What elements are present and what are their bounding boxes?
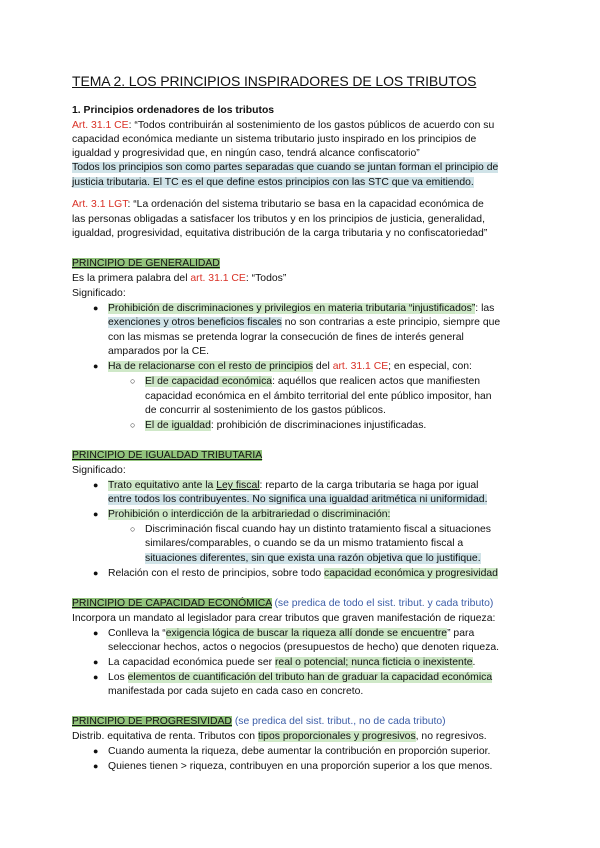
highlighted-text: tipos proporcionales y progresivos: [257, 731, 416, 742]
ce-reference: Art. 31.1 CE: [72, 120, 129, 131]
item-text: ; en especial, con:: [388, 361, 472, 372]
section-heading: 1. Principios ordenadores de los tributos: [72, 105, 275, 116]
highlighted-text: Prohibición o interdicción de la arbitrariedad o discriminación:: [108, 509, 391, 520]
highlighted-text: Ley fiscal: [216, 480, 260, 491]
list-item: Quienes tienen > riqueza, contribuyen en una proporción superior a los que menos.: [108, 761, 493, 772]
list-item-cont: [108, 493, 487, 506]
circle-bullet-icon: ○: [130, 420, 136, 430]
ce-quote-line-1: [72, 119, 494, 132]
item-text: : aquéllos que realicen actos que manifiesten: [272, 376, 481, 387]
item-text: La capacidad económica puede ser: [108, 657, 275, 668]
sub-item: Discriminación fiscal cuando hay un distinto tratamiento fiscal a situaciones: [145, 524, 491, 535]
item-text: : reparto de la carga tributaria se haga por igual: [259, 480, 479, 491]
bullet-icon: ●: [93, 672, 99, 682]
list-item-cont: manifestada por cada sujeto en cada caso en concreto.: [108, 686, 364, 697]
list-item: [108, 671, 492, 684]
item-text: ” para: [447, 628, 475, 639]
list-item-cont: amparados por la CE.: [108, 346, 210, 357]
significado-label: Significado:: [72, 288, 126, 299]
lgt-reference: Art. 3.1 LGT: [72, 199, 128, 210]
circle-bullet-icon: ○: [130, 524, 136, 534]
bullet-icon: ●: [93, 568, 99, 578]
list-item: [108, 508, 390, 521]
ce-quote-line-2: capacidad económica mediante un sistema tributario justo inspirado en los principios de: [72, 134, 477, 145]
list-item: [108, 567, 498, 580]
generalidad-heading: [72, 257, 220, 270]
lgt-quote-line-2: las personas obligadas a satisfacer los tributos y en los principios de justicia, generalidad,: [72, 214, 485, 225]
item-text: Los: [108, 672, 128, 683]
list-item: [108, 656, 475, 669]
note-text: justicia tributaria. El TC es el que define estos principios con las STC que va emitiendo.: [72, 177, 474, 188]
list-item: [108, 360, 472, 373]
capacidad-heading: [72, 597, 493, 610]
heading-text: PRINCIPIO DE PROGRESIVIDAD: [72, 716, 232, 727]
bullet-icon: ●: [93, 628, 99, 638]
list-item-cont: [108, 316, 500, 329]
note-line-1: [72, 161, 498, 174]
note-line-2: [72, 176, 474, 189]
heading-text: PRINCIPIO DE IGUALDAD TRIBUTARIA: [72, 450, 263, 461]
bullet-icon: ●: [93, 657, 99, 667]
bullet-icon: ●: [93, 480, 99, 490]
item-text: .: [472, 657, 476, 668]
page-title: TEMA 2. LOS PRINCIPIOS INSPIRADORES DE LOS TRIBUTOS: [72, 73, 477, 89]
lgt-quote-line-3: igualdad, progresividad, equitativa distribución de la carga tributaria y no confiscatoriedad”: [72, 228, 488, 239]
bullet-icon: ●: [93, 761, 99, 771]
sub-item-cont: [145, 552, 481, 565]
ce-quote-line-3: igualdad y progresividad que, en ningún caso, tendrá alcance confiscatorio”: [72, 148, 420, 159]
note-text: Todos los principios son como partes separadas que cuando se juntan forman el principio de: [72, 162, 499, 173]
highlighted-text: elementos de cuantificación del tributo han de graduar la capacidad económica: [127, 672, 493, 683]
circle-bullet-icon: ○: [130, 376, 136, 386]
highlighted-text: entre todos los contribuyentes. No significa una igualdad aritmética ni uniformidad.: [108, 494, 488, 505]
highlighted-text: Ha de relacionarse con el resto de principios: [108, 361, 314, 372]
sub-item: [145, 375, 480, 388]
bullet-icon: ●: [93, 509, 99, 519]
highlighted-text: Trato equitativo ante la: [108, 480, 217, 491]
highlighted-text: exigencia lógica de buscar la riqueza allí donde se encuentre: [165, 628, 448, 639]
item-text: : las: [475, 303, 495, 314]
sub-item-cont: de concurrir al sostenimiento de los gastos públicos.: [145, 405, 386, 416]
heading-note: (se predica del sist. tribut., no de cada tributo): [231, 716, 446, 727]
capacidad-intro: Incorpora un mandato al legislador para crear tributos que graven manifestación de riqueza:: [72, 613, 496, 624]
lgt-quote-text: : “La ordenación del sistema tributario se basa en la capacidad económica de: [127, 199, 484, 210]
item-text: Relación con el resto de principios, sobre todo: [108, 568, 325, 579]
bullet-icon: ●: [93, 746, 99, 756]
intro-text-end: : “Todos”: [245, 273, 287, 284]
ce-reference: art. 31.1 CE: [190, 273, 246, 284]
highlighted-text: capacidad económica: [324, 568, 425, 579]
list-item-cont: con las mismas se pretenda lograr la consecución de fines de interés general: [108, 332, 464, 343]
highlighted-text: El de igualdad: [145, 420, 211, 431]
heading-text: PRINCIPIO DE GENERALIDAD: [72, 258, 220, 269]
igualdad-heading: [72, 449, 262, 462]
list-item: [108, 302, 494, 315]
heading-text: PRINCIPIO DE CAPACIDAD ECONÓMICA: [72, 598, 272, 609]
ce-quote-text: : “Todos contribuirán al sostenimiento de los gastos públicos de acuerdo con su: [128, 120, 495, 131]
item-text: no son contrarias a este principio, siempre que: [281, 317, 501, 328]
intro-text: Distrib. equitativa de renta. Tributos con: [72, 731, 258, 742]
generalidad-intro: [72, 272, 286, 285]
highlighted-text: exenciones y otros beneficios fiscales: [108, 317, 282, 328]
lgt-quote-line-1: [72, 198, 484, 211]
item-text: del: [313, 361, 333, 372]
list-item: [108, 479, 478, 492]
progresividad-intro: [72, 730, 487, 743]
bullet-icon: ●: [93, 361, 99, 371]
heading-note: (se predica de todo el sist. tribut. y cada tributo): [271, 598, 494, 609]
significado-label: Significado:: [72, 465, 126, 476]
highlighted-text: El de capacidad económica: [145, 376, 273, 387]
list-item: [108, 627, 474, 640]
ce-reference: art. 31.1 CE: [332, 361, 389, 372]
sub-item-cont: capacidad económica en el ámbito territorial del ente público impositor, han: [145, 391, 492, 402]
bullet-icon: ●: [93, 303, 99, 313]
highlighted-text: progresividad: [435, 568, 498, 579]
highlighted-text: situaciones diferentes, sin que exista una razón objetiva que lo justifique.: [145, 553, 481, 564]
item-text: Conlleva la “: [108, 628, 166, 639]
sub-item-cont: similares/comparables, o cuando se da un mismo tratamiento fiscal a: [145, 538, 464, 549]
list-item: Cuando aumenta la riqueza, debe aumentar la contribución en proporción superior.: [108, 746, 491, 757]
highlighted-text: Prohibición de discriminaciones y privilegios en materia tributaria “injustificados”: [108, 303, 476, 314]
intro-text-end: , no regresivos.: [415, 731, 487, 742]
highlighted-text: real o potencial; nunca ficticia o inexistente: [274, 657, 473, 668]
highlighted-text: y: [424, 568, 436, 579]
progresividad-heading: [72, 715, 446, 728]
sub-item: [145, 419, 426, 432]
list-item-cont: seleccionar hechos, actos o negocios (presupuestos de hecho) que denoten riqueza.: [108, 642, 500, 653]
item-text: : prohibición de discriminaciones injustificadas.: [210, 420, 427, 431]
intro-text: Es la primera palabra del: [72, 273, 191, 284]
